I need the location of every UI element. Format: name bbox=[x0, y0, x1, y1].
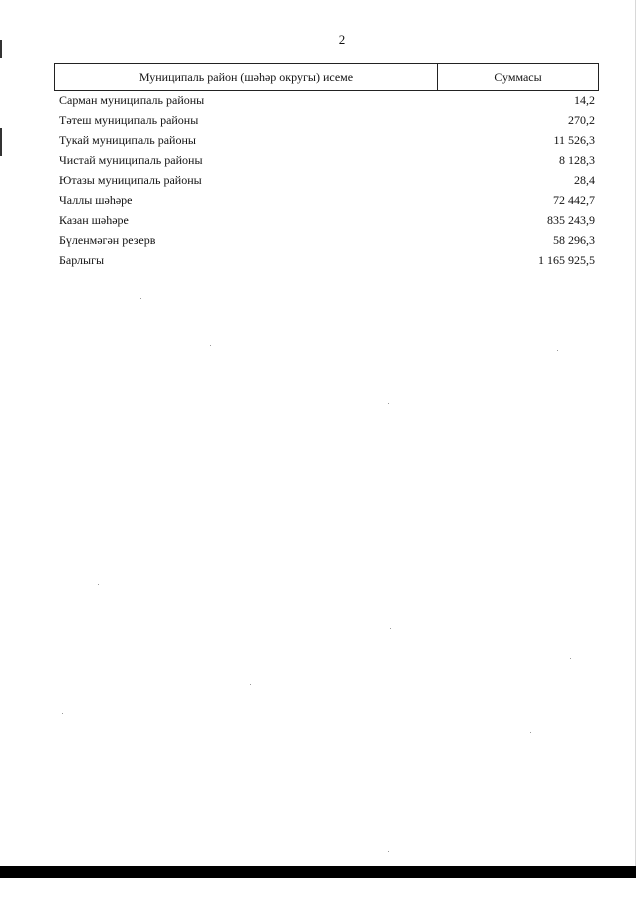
table-row bbox=[59, 150, 595, 170]
table-row bbox=[59, 110, 595, 130]
row-name: Чаллы шәһәре bbox=[59, 193, 133, 207]
row-amount: 14,2 bbox=[574, 93, 595, 107]
header-name-column: Муниципаль район (шәһәр округы) исеме bbox=[55, 64, 438, 90]
scan-bottom-bar bbox=[0, 866, 636, 878]
scan-speck bbox=[388, 403, 389, 404]
scan-mark bbox=[0, 128, 2, 156]
row-amount: 72 442,7 bbox=[553, 193, 595, 207]
table-row bbox=[59, 170, 595, 190]
row-amount: 8 128,3 bbox=[559, 153, 595, 167]
table-row-total bbox=[59, 250, 595, 270]
table-body bbox=[59, 90, 595, 270]
row-name: Казан шәһәре bbox=[59, 213, 129, 227]
scan-edge bbox=[635, 0, 636, 870]
scan-speck bbox=[250, 684, 251, 685]
table-row bbox=[59, 230, 595, 250]
scan-speck bbox=[390, 628, 391, 629]
row-amount: 1 165 925,5 bbox=[538, 253, 595, 267]
row-amount: 11 526,3 bbox=[553, 133, 595, 147]
row-amount: 58 296,3 bbox=[553, 233, 595, 247]
scan-speck bbox=[570, 658, 571, 659]
row-name: Барлыгы bbox=[59, 253, 105, 267]
table-row bbox=[59, 130, 595, 150]
row-amount: 835 243,9 bbox=[547, 213, 595, 227]
scan-speck bbox=[557, 350, 558, 351]
table-header bbox=[54, 63, 599, 91]
row-name: Чистай муниципаль районы bbox=[59, 153, 203, 167]
page-number: 2 bbox=[338, 32, 346, 47]
scan-mark bbox=[0, 40, 2, 58]
row-name: Бүленмәгән резерв bbox=[59, 233, 156, 247]
row-name: Ютазы муниципаль районы bbox=[59, 173, 202, 187]
header-sum-column: Суммасы bbox=[494, 69, 542, 84]
scan-speck bbox=[62, 713, 63, 714]
row-name: Тәтеш муниципаль районы bbox=[59, 113, 199, 127]
table-row bbox=[59, 190, 595, 210]
row-name: Тукай муниципаль районы bbox=[59, 133, 196, 147]
row-amount: 28,4 bbox=[574, 173, 595, 187]
row-name: Сарман муниципаль районы bbox=[59, 93, 205, 107]
table-row bbox=[59, 90, 595, 110]
table-row bbox=[59, 210, 595, 230]
scan-speck bbox=[210, 345, 211, 346]
scan-speck bbox=[530, 732, 531, 733]
row-amount: 270,2 bbox=[568, 113, 595, 127]
scan-speck bbox=[388, 851, 389, 852]
scan-speck bbox=[98, 584, 99, 585]
scan-speck bbox=[140, 298, 141, 299]
